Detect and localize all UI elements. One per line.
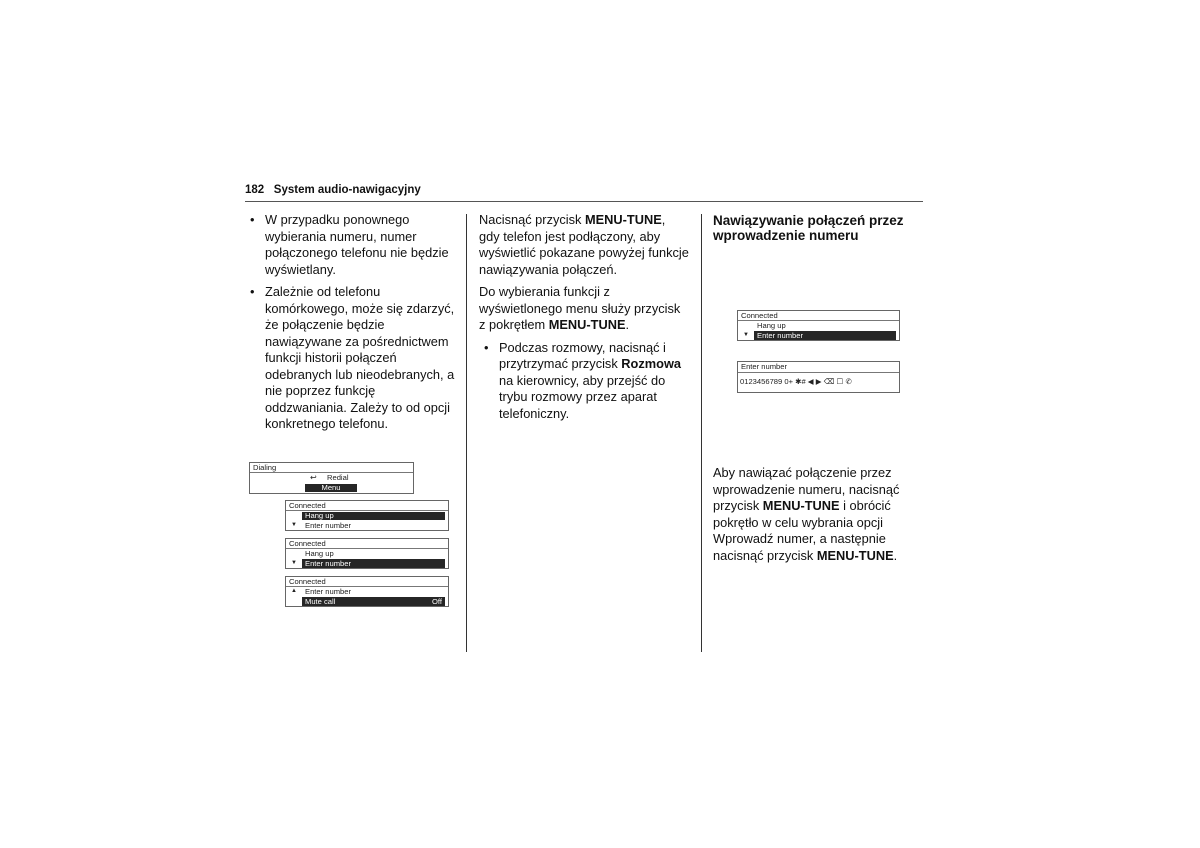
paragraph-enter-number: Aby nawiązać połączenie przez wprowadzenie numeru, nacisnąć przycisk MENU-TUNE i obrócić pokrętło w celu wybrania opcji Wprowadź numer, a następnie nacisnąć przycisk MENU-TUNE. [713, 465, 900, 563]
connected-screen-b [285, 538, 449, 569]
mute-call-value: Off [432, 596, 442, 606]
screen-title: Dialing [250, 463, 413, 473]
section-title: System audio-nawigacyjny [273, 184, 421, 196]
column-divider-1 [466, 214, 467, 652]
bullet-list [245, 212, 460, 433]
enter-number-item: Enter number [305, 558, 352, 568]
bullet-item-redial: • W przypadku ponownego wybierania numeru, numer połączonego telefonu nie będzie wyświetlany. [245, 212, 460, 278]
header-rule [245, 201, 923, 202]
arrow-up-icon: ▲ [291, 588, 297, 594]
dialing-screen [249, 462, 414, 494]
screen-title: Connected [286, 539, 448, 549]
arrow-down-icon: ▼ [291, 559, 297, 566]
bullet-list [479, 340, 689, 423]
digit-selector: 0123456789 0+ ✱# ◀ ▶ ⌫ ☐ ✆ [740, 377, 852, 386]
connected-screen-right [737, 310, 900, 341]
mute-call-item: Mute call [305, 596, 336, 606]
arrow-down-icon: ▼ [743, 331, 749, 338]
paragraph-2: Do wybierania funkcji z wyświetlonego menu służy przycisk z pokrętłem MENU-TUNE. [479, 284, 681, 332]
menu-selected: Menu [305, 484, 357, 492]
redial-label: Redial [327, 473, 349, 482]
hang-up-item: Hang up [305, 511, 334, 520]
hang-up-item: Hang up [757, 321, 786, 330]
arrow-down-icon: ▼ [291, 521, 297, 528]
section-heading: Nawiązywanie połączeń przez wprowadzenie numeru [713, 213, 904, 243]
redial-icon: ↩ [310, 473, 317, 482]
column-1 [245, 212, 460, 439]
screen-title: Enter number [738, 362, 899, 373]
column-divider-2 [701, 214, 702, 652]
bullet-item-rozmowa: • Podczas rozmowy, nacisnąć i przytrzymać przycisk Rozmowa na kierownicy, aby przejść do trybu rozmowy przez aparat telefoniczny. [479, 340, 689, 423]
screen-title: Connected [738, 311, 899, 321]
enter-number-screen [737, 361, 900, 393]
enter-number-item: Enter number [757, 330, 804, 340]
paragraph-1: Nacisnąć przycisk MENU-TUNE, gdy telefon jest podłączony, aby wyświetlić pokazane powyżej funkcje nawiązywania połączeń. [479, 212, 689, 277]
page-number: 182 [245, 184, 265, 196]
screen-title: Connected [286, 577, 448, 587]
column-3-text [713, 465, 923, 570]
hang-up-item: Hang up [305, 549, 334, 558]
connected-screen-a [285, 500, 449, 531]
enter-number-item: Enter number [305, 587, 352, 596]
screen-title: Connected [286, 501, 448, 511]
enter-number-item: Enter number [305, 520, 352, 530]
connected-screen-c [285, 576, 449, 607]
column-2 [479, 212, 689, 428]
page-header [245, 184, 421, 196]
bullet-item-callback: • Zależnie od telefonu komórkowego, może się zdarzyć, że połączenie będzie nawiązywane za pośrednictwem funkcji historii połączeń odebranych lub nieodebranych, a nie poprzez funkcję oddzwaniania. Zależy to od opcji konkretnego telefonu. [245, 284, 460, 433]
